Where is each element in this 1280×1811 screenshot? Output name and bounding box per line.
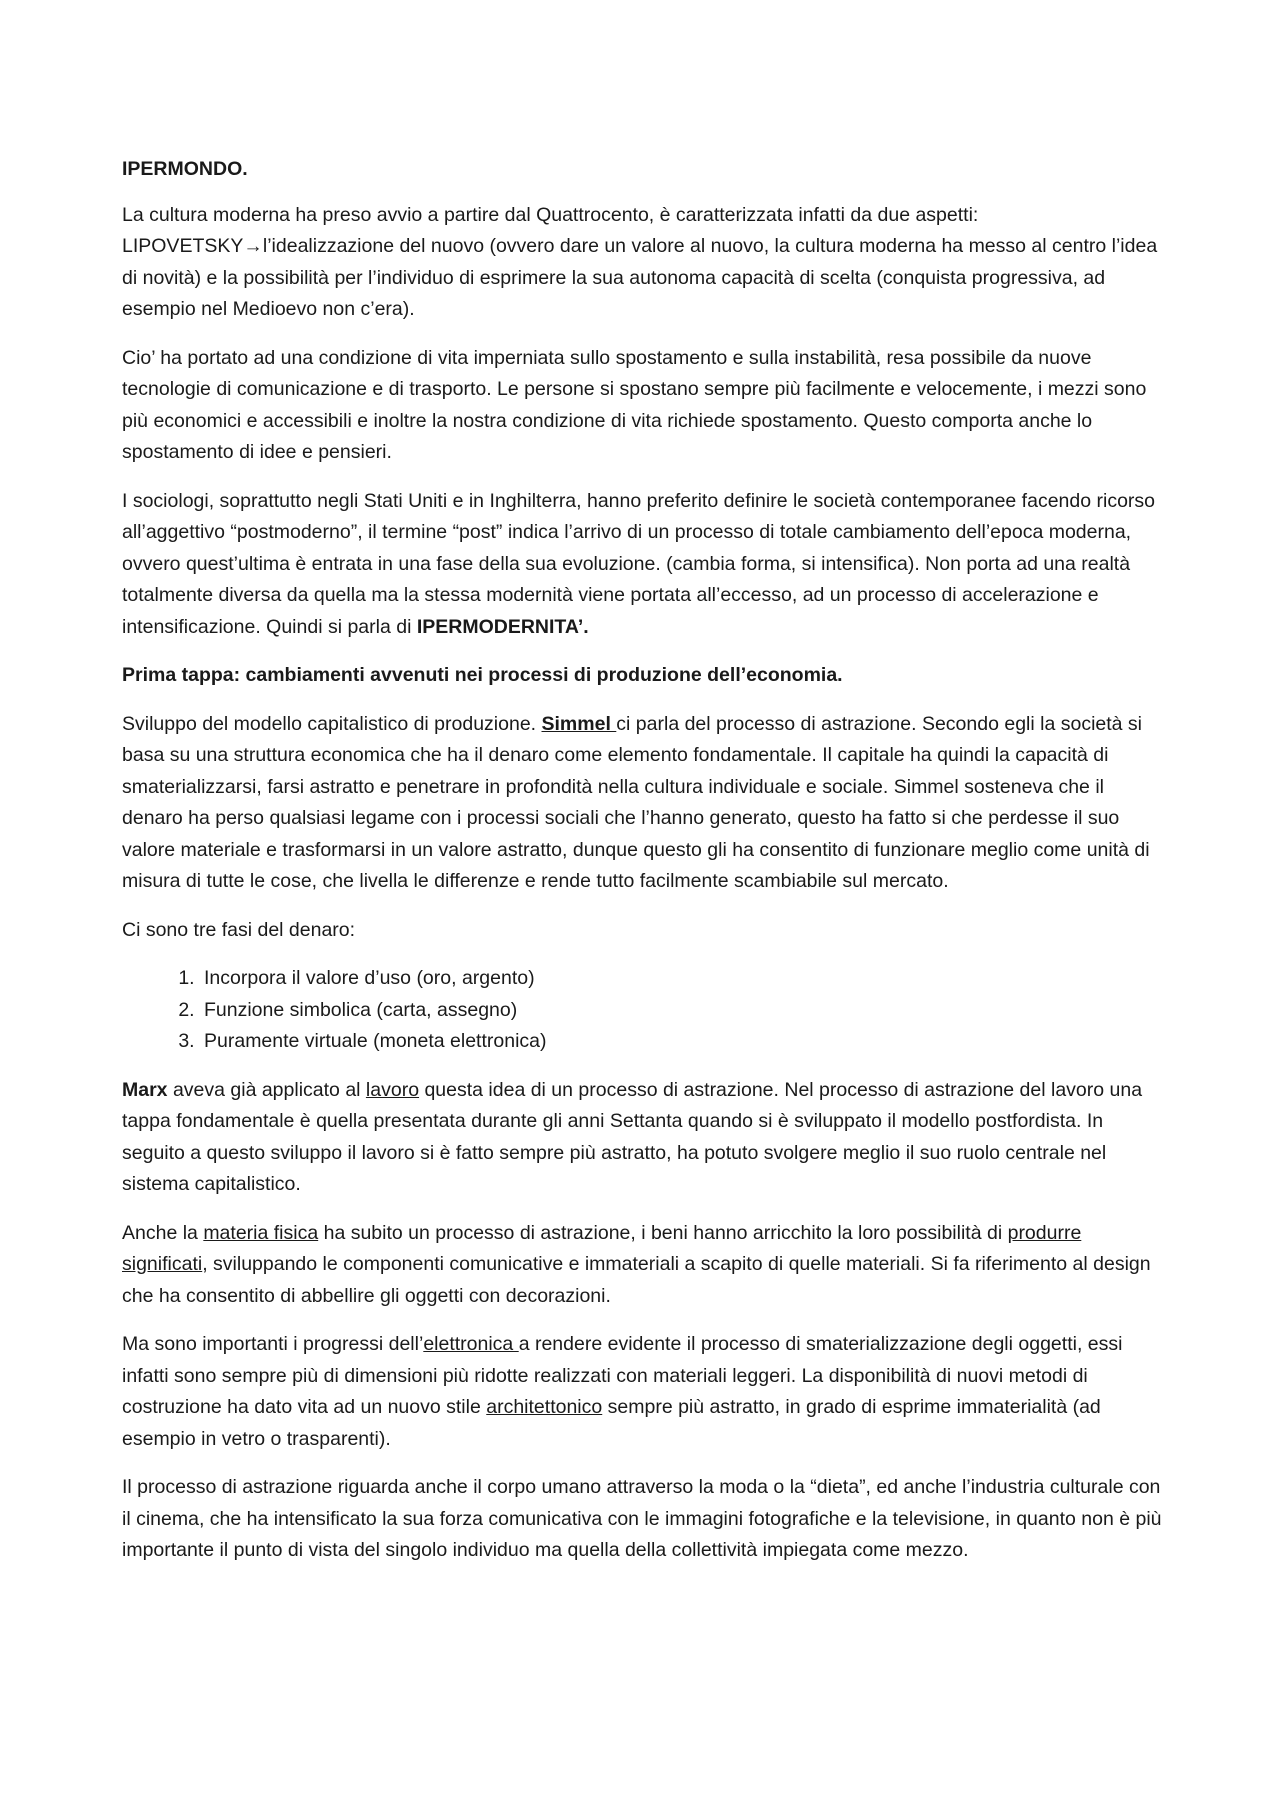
list-item: 3. Puramente virtuale (moneta elettronica) (200, 1026, 1167, 1058)
paragraph-body-culture: Il processo di astrazione riguarda anche il corpo umano attraverso la moda o la “dieta”, ed anche l’industria culturale con il cinema, che ha intensificato la sua forza comunicativa con le immagini fotografiche e la televisione, in quanto non è più importante il punto di vista del singolo individuo ma quella della collettività impiegata come mezzo. (122, 1476, 1162, 1561)
document-body (122, 154, 1167, 1584)
term-materia-fisica: materia fisica (203, 1221, 319, 1244)
paragraph-marx: Marx aveva già applicato al lavoro questa idea di un processo di astrazione. Nel processo di astrazione del lavoro una tappa fondamentale è quella presentata durante gli anni Settanta quando si è sviluppato il modello postfordista. In seguito a questo sviluppo il lavoro si è fatto sempre più astratto, ha potuto svolgere meglio il suo ruolo centrale nel sistema capitalistico. (122, 1078, 1143, 1195)
paragraph-instability: Cio’ ha portato ad una condizione di vita imperniata sullo spostamento e sulla instabilità, resa possibile da nuove tecnologie di comunicazione e di trasporto. Le persone si spostano sempre più facilmente e velocemente, i mezzi sono più economici e accessibili e inoltre la nostra condizione di vita richiede spostamento. Questo comporta anche lo spostamento di idee e pensieri. (122, 346, 1147, 463)
term-lavoro: lavoro (365, 1078, 420, 1101)
list-item: 1. Incorpora il valore d’uso (oro, argento) (200, 963, 1167, 995)
term-architettonico: architettonico (486, 1396, 603, 1418)
term-elettronica: elettronica (423, 1333, 519, 1355)
paragraph-simmel: Sviluppo del modello capitalistico di produzione. Simmel ci parla del processo di astrazione. Secondo egli la società si basa su una struttura economica che ha il denaro come elemento fondamentale. Il capitale ha quindi la capacità di smaterializzarsi, farsi astratto e penetrare in profondità nella cultura individuale e sociale. Simmel sosteneva che il denaro ha perso qualsiasi legame con i processi sociali che l’hanno generato, questo ha fatto si che perdesse il suo valore materiale e trasformarsi in un valore astratto, dunque questo gli ha consentito di funzionare meglio come unità di misura di tutte le cose, che livella le differenze e rende tutto facilmente scambiabile sul mercato. (122, 712, 1150, 892)
paragraph-materia-fisica: Anche la materia fisica ha subito un processo di astrazione, i beni hanno arricchito la loro possibilità di produrre significati, sviluppando le componenti comunicative e immateriali a scapito di quelle materiali. Si fa riferimento al design che ha consentito di abbellire gli oggetti con decorazioni. (122, 1221, 1151, 1307)
paragraph-money-phases-intro: Ci sono tre fasi del denaro: (122, 918, 356, 941)
term-produrre-significati: produrre significati (122, 1221, 1082, 1275)
paragraph-intro: La cultura moderna ha preso avvio a partire dal Quattrocento, è caratterizzata infatti da due aspetti: LIPOVETSKY→l’idealizzazione del nuovo (ovvero dare un valore al nuovo, la cultura moderna ha messo al centro l’idea di novità) e la possibilità per l’individuo di esprimere la sua autonoma capacità di scelta (conquista progressiva, ad esempio nel Medioevo non c’era). (122, 203, 1158, 320)
paragraph-postmodern: I sociologi, soprattutto negli Stati Uniti e in Inghilterra, hanno preferito definire le società contemporanee facendo ricorso all’aggettivo “postmoderno”, il termine “post” indica l’arrivo di un processo di totale cambiamento dell’epoca moderna, ovvero quest’ultima è entrata in una fase della sua evoluzione. (cambia forma, si intensifica). Non porta ad una realtà totalmente diversa da quella ma la stessa modernità viene portata all’eccesso, ad un processo di accelerazione e intensificazione. Quindi si parla di IPERMODERNITA’. (122, 489, 1156, 638)
name-marx: Marx (122, 1078, 168, 1101)
term-ipermodernita: IPERMODERNITA’. (416, 615, 589, 638)
money-phases-list (122, 963, 1167, 1058)
section-heading: Prima tappa: cambiamenti avvenuti nei processi di produzione dell’economia. (122, 664, 843, 686)
arrow-glyph: → (243, 235, 263, 257)
document-title: IPERMONDO. (122, 158, 248, 180)
paragraph-elettronica: Ma sono importanti i progressi dell’elettronica a rendere evidente il processo di smaterializzazione degli oggetti, essi infatti sono sempre più di dimensioni più ridotte realizzati con materiali leggeri. La disponibilità di nuovi metodi di costruzione ha dato vita ad un nuovo stile architettonico sempre più astratto, in grado di esprime immaterialità (ad esempio in vetro o trasparenti). (122, 1333, 1123, 1450)
list-item: 2. Funzione simbolica (carta, assegno) (200, 995, 1167, 1027)
name-simmel: Simmel (541, 712, 617, 735)
